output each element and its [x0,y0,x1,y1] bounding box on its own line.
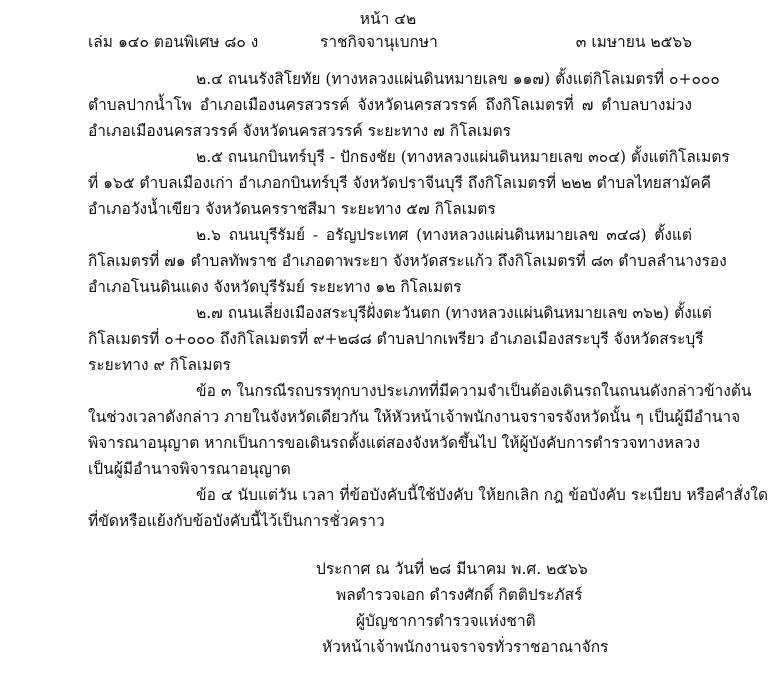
gazette-header [88,29,692,55]
signatory-position: ผู้บัญชาการตำรวจแห่งชาติ [356,612,536,630]
signatory-name: พลตำรวจเอก ดำรงศักดิ์ กิตติประภัสร์ [336,586,583,604]
publication-date: ๓ เมษายน ๒๕๖๖ [575,33,692,51]
paragraph-item-2-5 [88,144,730,222]
text-line: ๒.๕ ถนนกบินทร์บุรี - ปักธงชัย (ทางหลวงแผ่นดินหมายเลข ๓๐๔) ตั้งแต่กิโลเมตร [196,148,730,166]
text-line: ที่ขัดหรือแย้งกับข้อบังคับนี้ไว้เป็นการชั่วคราว [88,512,385,530]
text-line: กิโลเมตรที่ ๗๑ ตำบลทัพราช อำเภอตาพระยา จังหวัดสระแก้ว ถึงกิโลเมตรที่ ๘๓ ตำบลลำนางรอง [88,252,727,270]
text-line: ระยะทาง ๙ กิโลเมตร [88,356,231,374]
volume-issue: เล่ม ๑๔๐ ตอนพิเศษ ๘๐ ง [88,33,259,51]
paragraph-item-2-4 [88,66,720,144]
text-line: เป็นผู้มีอำนาจพิจารณาอนุญาต [88,460,291,478]
signatory-title: หัวหน้าเจ้าพนักงานจราจรทั่วราชอาณาจักร [322,638,609,656]
gazette-title: ราชกิจจานุเบกษา [320,33,438,51]
text-line: อำเภอเมืองนครสวรรค์ จังหวัดนครสวรรค์ ระยะทาง ๗ กิโลเมตร [88,122,511,140]
text-line: ๒.๖ ถนนบุรีรัมย์ - อรัญประเทศ (ทางหลวงแผ่นดินหมายเลข ๓๔๘) ตั้งแต่ [196,226,692,244]
text-line: อำเภอวังน้ำเขียว จังหวัดนครราชสีมา ระยะทาง ๕๗ กิโลเมตร [88,200,496,218]
text-line: ๒.๗ ถนนเลี่ยงเมืองสระบุรีฝั่งตะวันตก (ทางหลวงแผ่นดินหมายเลข ๓๖๒) ตั้งแต่ [196,304,712,322]
text-line: อำเภอโนนดินแดง จังหวัดบุรีรัมย์ ระยะทาง ๑๒ กิโลเมตร [88,278,462,296]
text-line: ตำบลปากน้ำโพ อำเภอเมืองนครสวรรค์ จังหวัดนครสวรรค์ ถึงกิโลเมตรที่ ๗ ตำบลบางม่วง [88,96,692,114]
paragraph-clause-4 [88,482,769,534]
text-line: ในช่วงเวลาดังกล่าว ภายในจังหวัดเดียวกัน ให้หัวหน้าเจ้าพนักงานจราจรจังหวัดนั้น ๆ เป็นผู้มีอำนาจ [88,408,741,426]
text-line: ข้อ ๓ ในกรณีรถบรรทุกบางประเภทที่มีความจำเป็นต้องเดินรถในถนนดังกล่าวข้างต้น [196,382,752,400]
text-line: พิจารณาอนุญาต หากเป็นการขอเดินรถตั้งแต่สองจังหวัดขึ้นไป ให้ผู้บังคับการตำรวจทางหลวง [88,434,700,452]
text-line: ที่ ๑๖๕ ตำบลเมืองเก่า อำเภอกบินทร์บุรี จังหวัดปราจีนบุรี ถึงกิโลเมตรที่ ๒๒๒ ตำบลไทยสามัคคี [88,174,711,192]
announcement-date: ประกาศ ณ วันที่ ๒๘ มีนาคม พ.ศ. ๒๕๖๖ [316,560,588,578]
paragraph-item-2-6 [88,222,727,300]
text-line: ข้อ ๔ นับแต่วัน เวลา ที่ข้อบังคับนี้ใช้บังคับ ให้ยกเลิก กฎ ข้อบังคับ ระเบียบ หรือคำสั่งใด [196,486,769,504]
page-number: หน้า ๔๒ [359,10,417,28]
document-body [88,66,769,534]
paragraph-clause-3 [88,378,752,482]
paragraph-item-2-7 [88,300,712,378]
text-line: ๒.๔ ถนนรังสิโยทัย (ทางหลวงแผ่นดินหมายเลข ๑๑๗) ตั้งแต่กิโลเมตรที่ ๐+๐๐๐ [196,70,720,88]
text-line: กิโลเมตรที่ ๐+๐๐๐ ถึงกิโลเมตรที่ ๙+๒๘๘ ตำบลปากเพรียว อำเภอเมืองสระบุรี จังหวัดสระบุรี [88,330,704,348]
